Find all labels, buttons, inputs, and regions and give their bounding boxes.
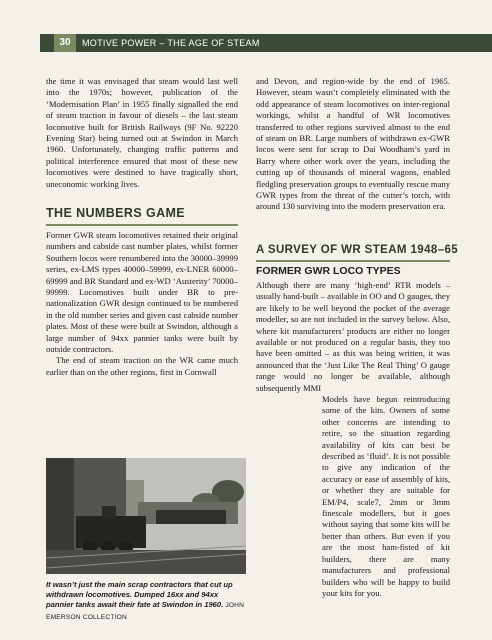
page-number: 30: [54, 34, 76, 52]
scrapyard-photo: [46, 458, 246, 574]
paragraph: The end of steam traction on the WR came much earlier than on the other regions, first in Cornwall: [46, 355, 238, 377]
paragraph: Although there are many ‘high-end’ RTR models – usually hand-built – available in OO and O gauges, they are likely to be well beyond the pocket of the average modeller, so are not included in the survey below. Also, where kit manufacturers’ products are either no longer available or not produced on a regular basis, they too have been omitted – as this was being written, it was announced that the ‘Just Like The Real Thing’ O gauge range would no longer be available, although subsequently MMI: [256, 280, 450, 393]
column-right-wrap: [322, 394, 450, 599]
column-left-bottom: [46, 230, 238, 378]
column-right-middle: [256, 280, 450, 394]
column-left-top: [46, 76, 238, 190]
paragraph: Models have begun reintroducing some of the kits. Owners of some other concerns are intending to retire, so the situation regarding availability of kits can best be described as ‘fluid’. It is not possible to give any indication of the accuracy or ease of assembly of kits, or whether they are suitable for EM/P4, scale7, 2mm or 3mm finescale modellers, but it goes without saying that some kits will be better than others. But even if you are the most ham-fisted of kit builders, there are many manufacturers and professional builders who will be happy to build your kits for you.: [322, 394, 450, 598]
running-header-title: MOTIVE POWER – THE AGE OF STEAM: [82, 38, 260, 48]
section-rule: [46, 224, 238, 226]
section-heading-numbers-game: THE NUMBERS GAME: [46, 206, 186, 220]
paragraph: the time it was envisaged that steam would last well into the 1970s; however, publication of the ‘Modernisation Plan’ in 1955 finally signalled the end of steam traction in favour of diesels – the last steam locomotive built for British Railways (9F No. 92220 Evening Star) being turned out at Swindon in March 1960. Unfortunately, changing traffic patterns and political interference ensured that most of these new locomotives were destined to have tragically short, uneconomic working lives.: [46, 76, 238, 189]
paragraph: Former GWR steam locomotives retained their original numbers and cabside cast number plates, whilst former Southern locos were renumbered into the 30000–39999 series, ex-LMS types 40000–59999, ex-LNER 60000–69999 and BR Standard and ex-WD ‘Austerity’ 70000–99999. Locomotives built under BR to pre-nationalization GWR design continued to be numbered in the old number series and given cast cabside number plates. Most of these were built at Swindon, although a large number of 94xx pannier tanks were built by outside contractors.: [46, 230, 238, 355]
photo-credit: JOHN EMERSON COLLECTION: [46, 602, 245, 621]
paragraph: and Devon, and region-wide by the end of 1965. However, steam wasn’t completely eliminated with the odd appearance of steam locomotives on inter-regional workings, whilst a handful of WR locomotives transferred to other regions survived almost to the end of steam on BR. Large numbers of withdrawn ex-GWR locos were sent for scrap to Dai Woodham’s yard in Barry where other work over the years, including the cutting up of thousands of mineral wagons, enabled fledgling preservation groups to eventually rescue many GWR types from the threat of the cutter’s torch, with around 130 surviving into the modern preservation era.: [256, 76, 450, 212]
column-right-top: [256, 76, 450, 213]
caption-text: It wasn’t just the main scrap contractors that cut up withdrawn locomotives. Dumped 16xx and 94xx pannier tanks await their fate at Swindon in 1960.: [46, 580, 233, 610]
section-heading-survey: A SURVEY OF WR STEAM 1948–65: [256, 244, 459, 256]
photo-drawing: [46, 458, 246, 574]
sub-heading-gwr-loco-types: FORMER GWR LOCO TYPES: [256, 265, 401, 277]
photo-caption: [46, 580, 246, 623]
section-rule: [256, 260, 450, 262]
